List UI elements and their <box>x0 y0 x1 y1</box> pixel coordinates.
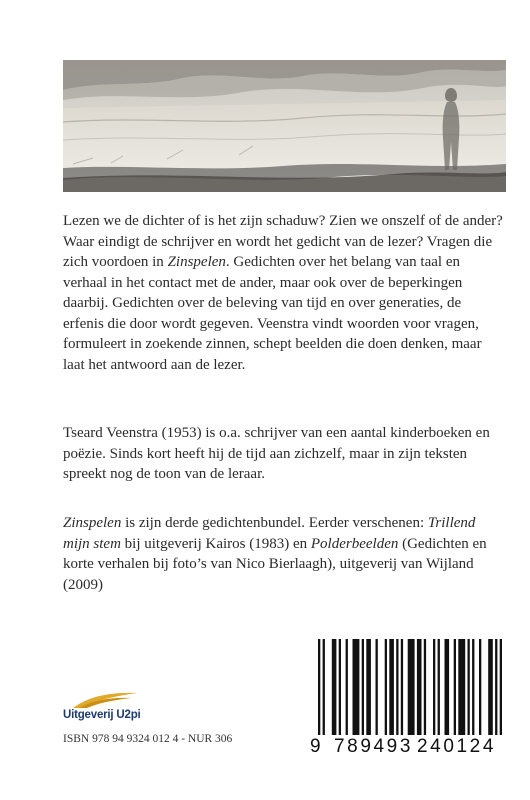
barcode-bar <box>318 639 320 735</box>
text-run: Tseard Veenstra (1953) is o.a. schrijver van een aantal kinderboeken en poëzie. Sinds kort heeft hij de tijd aan zichzelf, maar in zijn teksten spreekt nog de toon van de leraar. <box>63 425 490 482</box>
text-run: is zijn derde gedichtenbundel. Eerder verschenen: <box>121 515 428 531</box>
italic-title-run: Polderbeelden <box>310 535 399 552</box>
text-run: . Gedichten over het belang van taal en verhaal in het contact met de ander, maar ook over de beperkingen daarbij. Gedichten over de beleving van tijd en over generaties, de erfenis die door wordt gegeven. Veenstra vindt woorden voor vragen, formuleert in zoekende zinnen, schept beelden die doen denken, maar laat het antwoord aan de lezer. <box>63 254 482 373</box>
barcode-bar <box>401 639 403 735</box>
barcode-bar <box>366 639 371 735</box>
barcode-bar <box>479 639 481 735</box>
barcode-bar <box>346 639 348 735</box>
italic-title-run: Trillend mijn stem <box>63 515 476 552</box>
barcode-bars <box>318 639 504 739</box>
barcode-bar <box>362 639 364 735</box>
barcode-bar <box>424 639 426 735</box>
blurb-paragraph-author-bio <box>63 423 503 485</box>
blurb-paragraph-bibliography <box>63 513 503 595</box>
publisher-logo <box>63 690 153 726</box>
swoosh-icon <box>71 690 141 710</box>
publisher-name: Uitgeverij U2pi <box>63 709 141 721</box>
italic-title-run: Zinspelen <box>167 254 226 270</box>
barcode-bar <box>472 639 474 735</box>
text-run: bij uitgeverij Kairos (1983) en <box>120 535 311 552</box>
barcode-bar <box>458 639 465 735</box>
blurb-paragraph-intro <box>63 211 503 375</box>
barcode-bar <box>488 639 493 735</box>
barcode-digits-left: 789493 <box>334 736 414 757</box>
text-run: Lezen we de dichter of is het zijn schaduw? Zien we onszelf of de ander? Waar eindigt de schrijver en wordt het gedicht van de lezer? Vragen die zich voordoen in <box>63 213 503 270</box>
isbn-barcode <box>306 631 506 773</box>
barcode-bar <box>495 639 497 735</box>
barcode-bar <box>438 639 440 735</box>
barcode-bar <box>396 639 398 735</box>
barcode-bar <box>445 639 450 735</box>
barcode-bar <box>323 639 325 735</box>
barcode-digits-right: 240124 <box>417 736 497 757</box>
italic-title-run: Zinspelen <box>63 515 122 531</box>
text-run: (Gedichten en korte verhalen bij foto’s van Nico Bierlaagh), uitgeverij van Wijland (2009) <box>63 535 487 593</box>
barcode-bar <box>408 639 415 735</box>
barcode-bar <box>339 639 341 735</box>
barcode-bar <box>353 639 360 735</box>
cover-photo-shadow-on-dune <box>63 60 506 192</box>
photo-illustration <box>63 60 506 192</box>
barcode-digit-first: 9 <box>310 736 321 757</box>
barcode-bar <box>389 639 394 735</box>
barcode-bar <box>417 639 422 735</box>
barcode-bar <box>468 639 470 735</box>
barcode-bar <box>433 639 435 735</box>
barcode-bar <box>454 639 456 735</box>
barcode-bar <box>500 639 502 735</box>
barcode-bar <box>376 639 378 735</box>
barcode-bar <box>332 639 337 735</box>
barcode-bar <box>385 639 387 735</box>
isbn-nur-line: ISBN 978 94 9324 012 4 - NUR 306 <box>63 733 233 745</box>
